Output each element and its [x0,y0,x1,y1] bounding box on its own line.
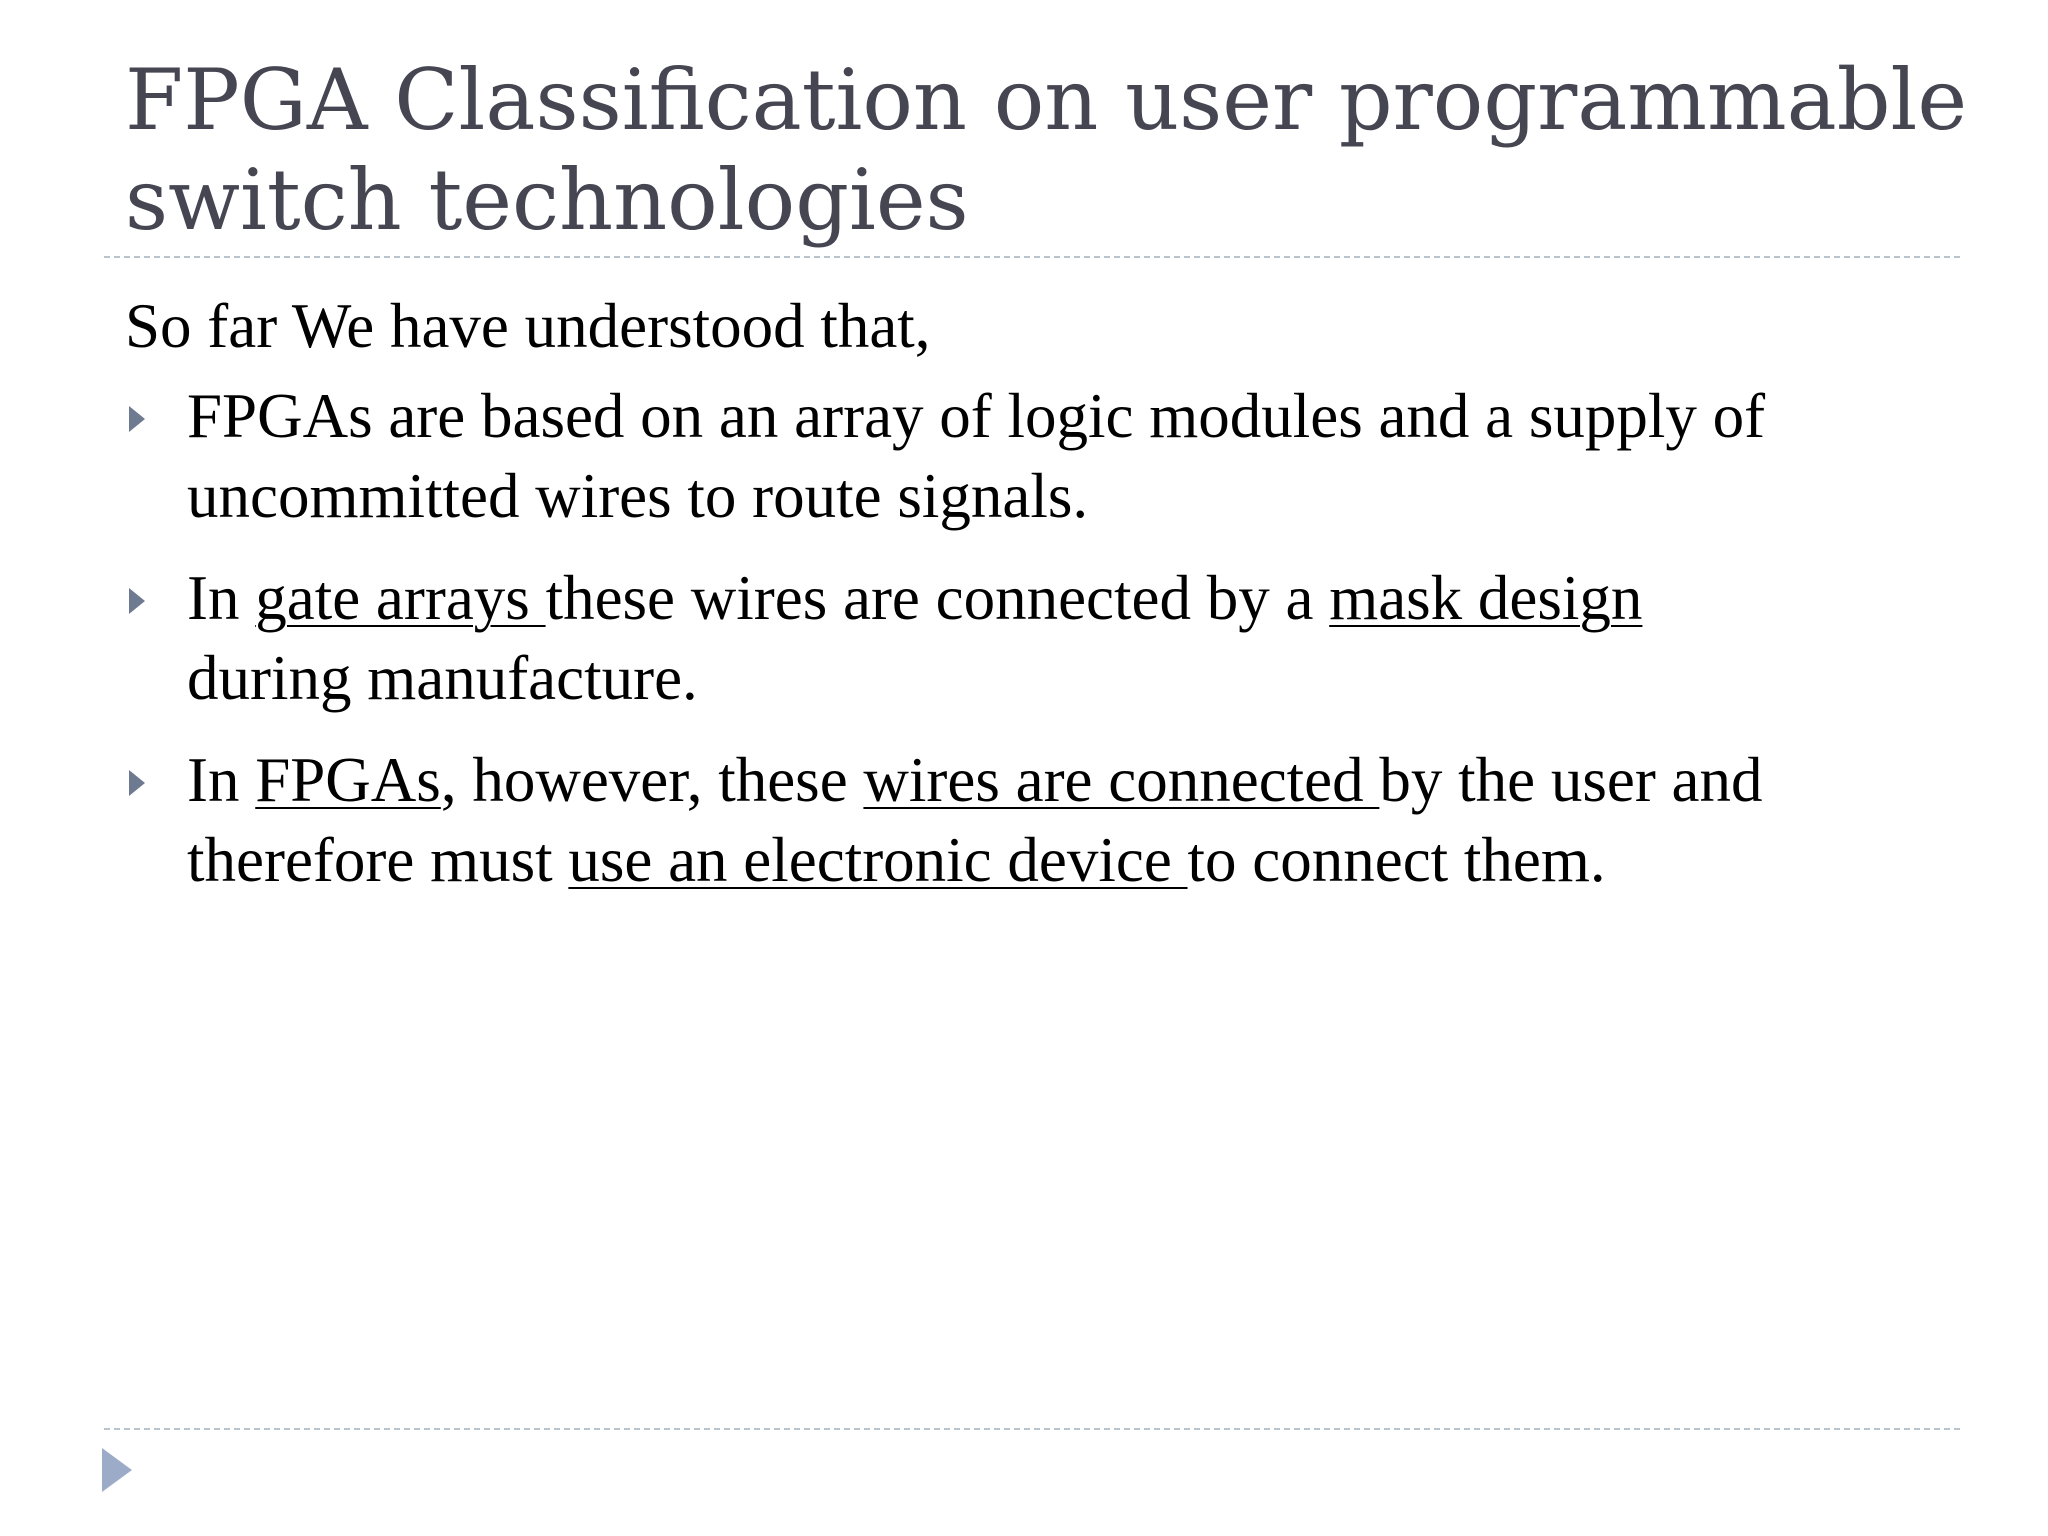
slide-title-line-2: switch technologies [125,151,969,249]
bullet-3-line-2 [187,820,1945,900]
bullet-2-line-1 [187,558,1945,638]
bullet-3-text: by the user and [1379,745,1763,815]
slide-title-line-1: FPGA Classification on user programmable [125,51,1968,149]
bullet-3-text: In [187,745,256,815]
bullet-2-text: these wires are connected by a [545,563,1330,633]
underlined-electronic-device: use an electronic device [568,825,1188,895]
bullet-item-3 [125,740,1945,900]
bullet-arrow-icon [129,770,145,796]
bullet-3-text: therefore must [187,825,569,895]
slide-title [125,50,1968,250]
underlined-fpgas: FPGAs [255,745,441,815]
bullet-arrow-icon [129,406,145,432]
bullet-3-line-1 [187,740,1945,820]
slide-nav-arrow-icon[interactable] [102,1448,132,1492]
bullet-item-1 [125,376,1945,536]
underlined-mask-design: mask design [1329,563,1643,633]
bullet-arrow-icon [129,588,145,614]
title-divider [104,256,1960,258]
bullet-3-text: , however, these [440,745,864,815]
underlined-wires-are-connected: wires are connected [863,745,1380,815]
footer-divider [104,1428,1960,1430]
bullet-1-line-2: uncommitted wires to route signals. [187,461,1089,531]
bullet-2-text: In [187,563,256,633]
underlined-gate-arrays: gate arrays [255,563,546,633]
bullet-item-2 [125,558,1945,718]
slide-body [125,286,1945,922]
bullet-2-line-2: during manufacture. [187,643,698,713]
bullet-1-line-1: FPGAs are based on an array of logic modules and a supply of [187,381,1766,451]
bullet-3-text: to connect them. [1187,825,1606,895]
intro-text: So far We have understood that, [125,291,931,361]
